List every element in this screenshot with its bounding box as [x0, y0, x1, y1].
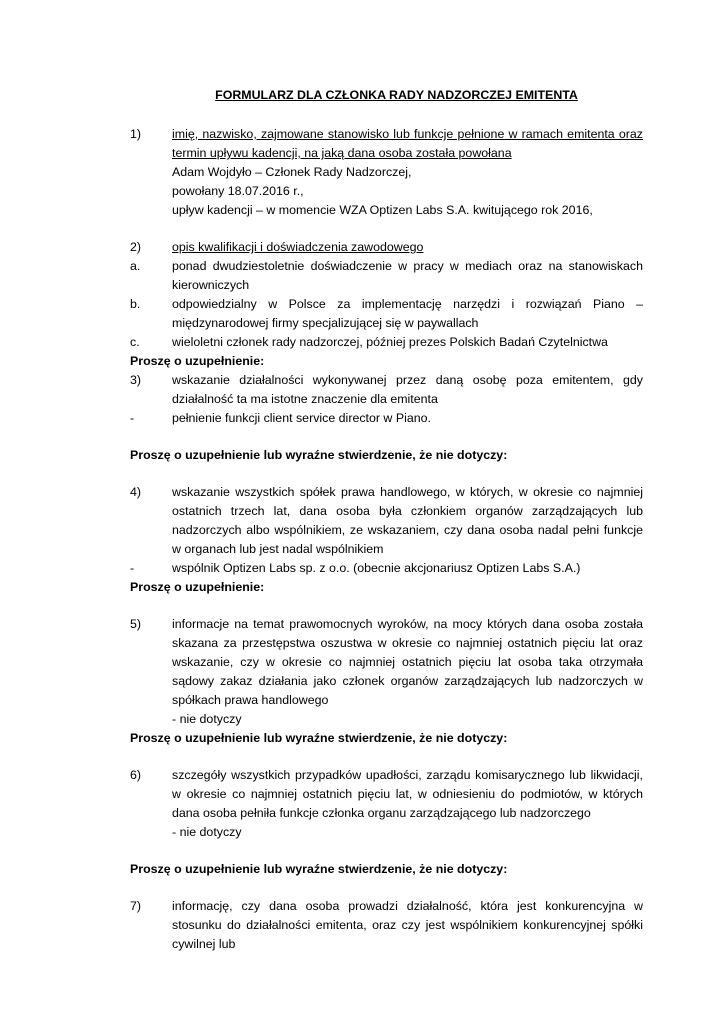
answer-line: - nie dotyczy: [172, 825, 242, 839]
section-3: [130, 371, 643, 409]
section-number: 1): [130, 127, 142, 141]
list-marker: a.: [130, 259, 141, 273]
section-question: szczegóły wszystkich przypadków upadłości, zarządu komisarycznego lub likwidacji, w okresie co najmniej ostatnich pięciu lat, w odniesieniu do podmiotów, w których dana osoba pełniła funkcje członka organu zarządzającego lub nadzorczego: [172, 768, 643, 820]
list-item-text: ponad dwudziestoletnie doświadczenie w pracy w mediach oraz na stanowiskach kierowniczych: [172, 259, 643, 292]
answer-line: powołany 18.07.2016 r.,: [172, 184, 304, 198]
section-question: wskazanie wszystkich spółek prawa handlowego, w których, w okresie co najmniej ostatnich trzech lat, dana osoba była członkiem organów zarządzających lub nadzorczych albo wspólnikiem, ze wskazaniem, czy dana osoba nadal pełni funkcje w organach lub jest nadal wspólnikiem: [172, 485, 643, 556]
answer-line: - nie dotyczy: [172, 712, 242, 726]
section-question: imię, nazwisko, zajmowane stanowisko lub funkcje pełnione w ramach emitenta oraz termin upływu kadencji, na jaką dana osoba została powołana: [172, 127, 643, 160]
answer-line: pełnienie funkcji client service director w Piano.: [172, 411, 431, 425]
section-number: 2): [130, 240, 142, 254]
list-item: [130, 333, 643, 352]
section-7: [130, 897, 643, 954]
section-number: 3): [130, 373, 142, 387]
section-1: [130, 125, 643, 220]
prompt-heading: Proszę o uzupełnienie:: [130, 354, 265, 368]
document-title: FORMULARZ DLA CZŁONKA RADY NADZORCZEJ EMITENTA: [215, 88, 578, 102]
list-item: [130, 295, 643, 333]
section-6: [130, 766, 643, 842]
section-number: 5): [130, 617, 142, 631]
list-marker: b.: [130, 297, 141, 311]
list-item: [130, 257, 643, 295]
list-marker: c.: [130, 335, 140, 349]
section-question: informacje na temat prawomocnych wyroków, na mocy których dana osoba została skazana za przestępstwa oszustwa w okresie co najmniej ostatnich pięciu lat oraz wskazanie, czy w okresie co najmniej ostatnich pięciu lat osoba taka otrzymała sądowy zakaz działania jako członek organów zarządzających lub nadzorczych w spółkach prawa handlowego: [172, 617, 643, 707]
section-question: wskazanie działalności wykonywanej przez daną osobę poza emitentem, gdy działalność ta ma istotne znaczenie dla emitenta: [172, 373, 643, 406]
list-marker: -: [130, 411, 135, 425]
section-question: opis kwalifikacji i doświadczenia zawodowego: [172, 240, 424, 254]
prompt-heading: Proszę o uzupełnienie lub wyraźne stwierdzenie, że nie dotyczy:: [130, 731, 508, 745]
list-item-text: odpowiedzialny w Polsce za implementację narzędzi i rozwiązań Piano – międzynarodowej firmy specjalizującej się w paywallach: [172, 297, 643, 330]
list-item: [130, 559, 643, 578]
section-number: 4): [130, 485, 142, 499]
section-question: informację, czy dana osoba prowadzi działalność, która jest konkurencyjna w stosunku do działalności emitenta, oraz czy jest wspólnikiem konkurencyjnej spółki cywilnej lub: [172, 899, 643, 951]
list-item: [130, 409, 643, 428]
section-number: 6): [130, 768, 142, 782]
section-number: 7): [130, 899, 142, 913]
prompt-heading: Proszę o uzupełnienie lub wyraźne stwierdzenie, że nie dotyczy:: [130, 862, 508, 876]
section-5: [130, 615, 643, 729]
prompt-heading: Proszę o uzupełnienie lub wyraźne stwierdzenie, że nie dotyczy:: [130, 448, 508, 462]
answer-line: upływ kadencji – w momencie WZA Optizen Labs S.A. kwitującego rok 2016,: [172, 203, 593, 217]
list-item-text: wieloletni członek rady nadzorczej, później prezes Polskich Badań Czytelnictwa: [172, 335, 608, 349]
answer-line: wspólnik Optizen Labs sp. z o.o. (obecnie akcjonariusz Optizen Labs S.A.): [172, 561, 581, 575]
answer-line: Adam Wojdyło – Członek Rady Nadzorczej,: [172, 165, 412, 179]
section-2: [130, 238, 643, 257]
prompt-heading: Proszę o uzupełnienie:: [130, 580, 265, 594]
section-4: [130, 483, 643, 559]
list-marker: -: [130, 561, 135, 575]
